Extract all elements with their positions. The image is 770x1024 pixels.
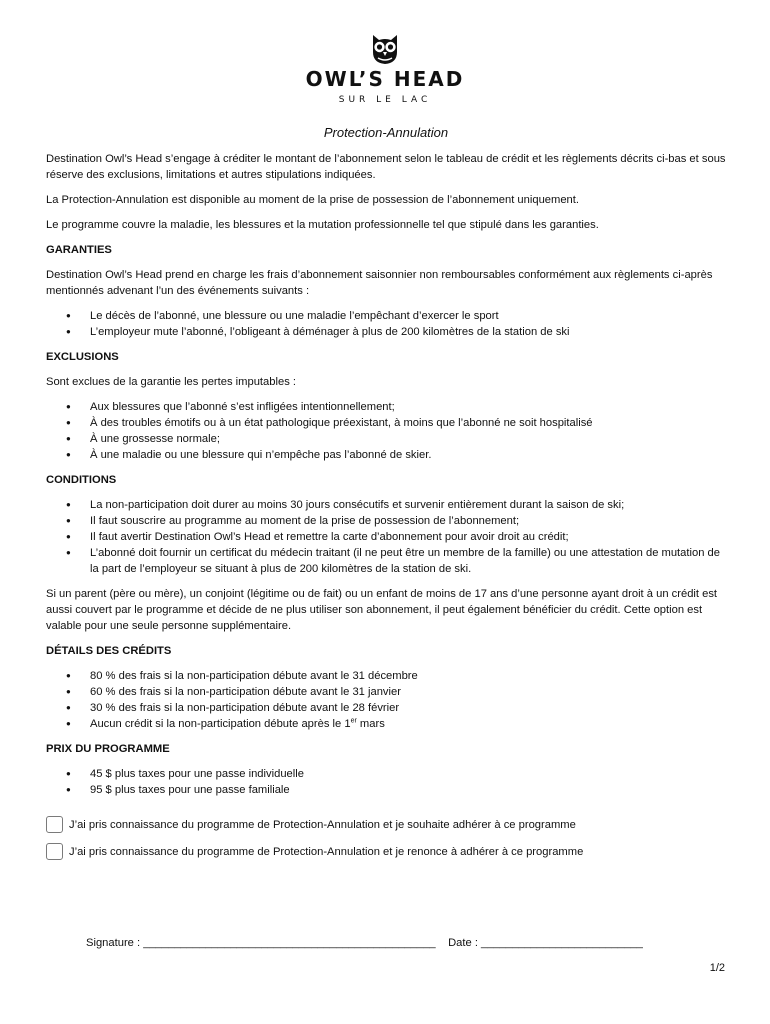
- conditions-extra-paragraph: Si un parent (père ou mère), un conjoint (légitime ou de fait) ou un enfant de moins de 17 ans d’une personne ayant droit à un crédit est aussi couvert par le programme et décide de ne plus utiliser son abonnement, il peut également bénéficier du crédit. Cette option est valable pour une seule personne supplémentaire.: [46, 588, 718, 632]
- credit-text-tail: mars: [356, 718, 385, 730]
- list-item: ● 45 $ plus taxes pour une passe individuelle: [46, 766, 726, 782]
- brand-subtitle: SUR LE LAC: [338, 95, 432, 105]
- renonce-checkbox[interactable]: [46, 843, 63, 860]
- intro-paragraph: Destination Owl’s Head s’engage à créditer le montant de l’abonnement selon le tableau de crédit et les règlements décrits ci-bas et sous réserve des exclusions, limitations et autres stipulations indiquées.: [46, 153, 726, 181]
- exclusions-list: [46, 399, 726, 463]
- conditions-list: [46, 497, 726, 577]
- section-heading-credits: DÉTAILS DES CRÉDITS: [46, 645, 172, 657]
- adhere-label: J’ai pris connaissance du programme de Protection-Annulation et je souhaite adhérer à ce programme: [69, 818, 576, 831]
- logo: [0, 32, 770, 106]
- coverage-paragraph: Le programme couvre la maladie, les blessures et la mutation professionnelle tel que stipulé dans les garanties.: [46, 219, 599, 231]
- list-item: ● Il faut avertir Destination Owl’s Head et remettre la carte d’abonnement pour avoir droit au crédit;: [46, 529, 726, 545]
- section-heading-garanties: GARANTIES: [46, 244, 112, 256]
- renonce-option[interactable]: [46, 843, 726, 860]
- list-item: ● L’employeur mute l’abonné, l’obligeant à déménager à plus de 200 kilomètres de la station de ski: [46, 324, 726, 340]
- list-item: ● Il faut souscrire au programme au moment de la prise de possession de l’abonnement;: [46, 513, 726, 529]
- list-item: ● L’abonné doit fournir un certificat du médecin traitant (il ne peut être un membre de la famille) ou une attestation de mutation de la part de l’employeur se situant à plus de 200 kilomètres de la station de ski.: [46, 545, 726, 577]
- list-item: [46, 716, 726, 732]
- prix-list: [46, 766, 726, 798]
- list-item: ● À une grossesse normale;: [46, 431, 726, 447]
- document-title: Protection-Annulation: [323, 125, 449, 140]
- availability-paragraph: La Protection-Annulation est disponible au moment de la prise de possession de l’abonnement uniquement.: [46, 194, 579, 206]
- exclusions-text: Sont exclues de la garantie les pertes imputables :: [46, 376, 296, 388]
- list-item: ● À des troubles émotifs ou à un état pathologique préexistant, à moins que l’abonné ne soit hospitalisé: [46, 415, 726, 431]
- section-heading-exclusions: EXCLUSIONS: [46, 351, 119, 363]
- list-item: ● Le décès de l’abonné, une blessure ou une maladie l’empêchant d’exercer le sport: [46, 308, 726, 324]
- credit-text: Aucun crédit si la non-participation débute après le 1: [90, 718, 351, 730]
- brand-name: OWL’S HEAD: [305, 67, 465, 91]
- garanties-text: Destination Owl’s Head prend en charge les frais d’abonnement saisonnier non remboursables conformément aux règlements ci-après mentionnés advenant l’un des événements suivants :: [46, 269, 713, 297]
- list-item: ● À une maladie ou une blessure qui n’empêche pas l’abonné de skier.: [46, 447, 726, 463]
- list-item: ● Aux blessures que l’abonné s’est infligées intentionnellement;: [46, 399, 726, 415]
- list-item: ● 95 $ plus taxes pour une passe familiale: [46, 782, 726, 798]
- renonce-label: J’ai pris connaissance du programme de Protection-Annulation et je renonce à adhérer à ce programme: [69, 845, 584, 858]
- document-body: [46, 124, 726, 860]
- list-item: ● 80 % des frais si la non-participation débute avant le 31 décembre: [46, 668, 726, 684]
- page-number: 1/2: [709, 962, 725, 974]
- owl-icon: [368, 32, 402, 66]
- credits-list: [46, 668, 726, 732]
- garanties-list: [46, 308, 726, 340]
- ordinal-suffix: er: [350, 717, 357, 725]
- signature-line[interactable]: Signature : _______________________________________________ Date : __________________________: [86, 937, 643, 949]
- adhere-option[interactable]: [46, 816, 726, 833]
- list-item: ● 60 % des frais si la non-participation débute avant le 31 janvier: [46, 684, 726, 700]
- list-item: ● 30 % des frais si la non-participation débute avant le 28 février: [46, 700, 726, 716]
- adhere-checkbox[interactable]: [46, 816, 63, 833]
- section-heading-prix: PRIX DU PROGRAMME: [46, 743, 170, 755]
- section-heading-conditions: CONDITIONS: [46, 474, 117, 486]
- list-item: ● La non-participation doit durer au moins 30 jours consécutifs et survenir entièrement durant la saison de ski;: [46, 497, 726, 513]
